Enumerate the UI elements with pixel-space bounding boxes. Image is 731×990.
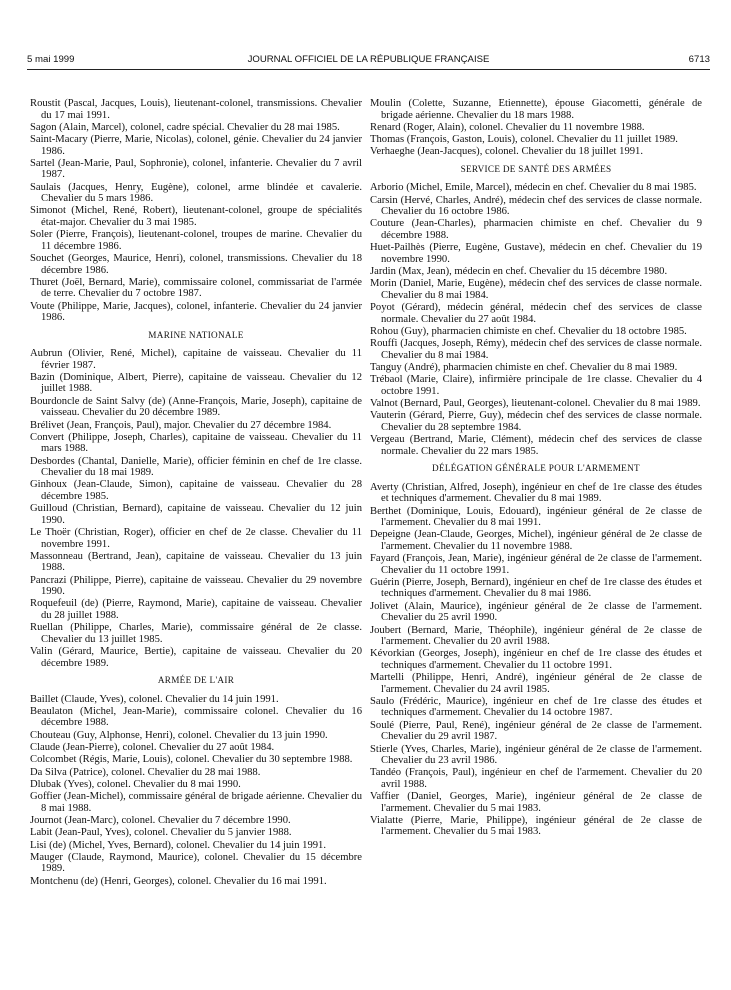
decoration-entry: Tandéo (François, Paul), ingénieur en chef de l'armement. Chevalier du 20 avril 1988.: [370, 767, 702, 790]
page-header: [27, 54, 710, 67]
decoration-entry: Lisi (de) (Michel, Yves, Bernard), colonel. Chevalier du 14 juin 1991.: [30, 839, 326, 851]
decoration-entry: Simonot (Michel, René, Robert), lieutenant-colonel, groupe de spécialités état-major. Chevalier du 3 mai 1985.: [30, 205, 362, 228]
decoration-entry: Claude (Jean-Pierre), colonel. Chevalier du 27 août 1984.: [30, 741, 275, 753]
decoration-entry: Valnot (Bernard, Paul, Georges), lieutenant-colonel. Chevalier du 8 mai 1989.: [370, 398, 701, 410]
decoration-entry: Carsin (Hervé, Charles, André), médecin chef des services de classe normale. Chevalier du 16 octobre 1986.: [370, 194, 702, 218]
decoration-entry: Convert (Philippe, Joseph, Charles), capitaine de vaisseau. Chevalier du 11 mars 1988.: [30, 431, 362, 455]
decoration-entry: Verhaeghe (Jean-Jacques), colonel. Chevalier du 18 juillet 1991.: [370, 146, 643, 158]
decoration-entry: Saulo (Frédéric, Maurice), ingénieur en chef de 1re classe des études et techniques d'armement. Chevalier du 14 octobre 1987.: [370, 695, 702, 719]
decoration-entry: Moulin (Colette, Suzanne, Etiennette), épouse Giacometti, générale de brigade aérienne. Chevalier du 18 mars 1988.: [370, 98, 702, 121]
decoration-entry: Brélivet (Jean, François, Paul), major. Chevalier du 27 décembre 1984.: [30, 419, 332, 431]
decoration-entry: Renard (Roger, Alain), colonel. Chevalier du 11 novembre 1988.: [370, 121, 645, 133]
decoration-entry: Martelli (Philippe, Henri, André), ingénieur général de 2e classe de l'armement. Chevalier du 24 avril 1985.: [370, 672, 702, 695]
decoration-entry: Roquefeuil (de) (Pierre, Raymond, Marie), capitaine de vaisseau. Chevalier du 28 juillet 1988.: [30, 598, 362, 621]
decoration-entry: Sartel (Jean-Marie, Paul, Sophronie), colonel, infanterie. Chevalier du 7 avril 1987.: [30, 157, 362, 181]
decoration-entry: Goffier (Jean-Michel), commissaire général de brigade aérienne. Chevalier du 8 mai 1988.: [30, 791, 362, 814]
decoration-entry: Stierle (Yves, Charles, Marie), ingénieur général de 2e classe de l'armement. Chevalier du 23 avril 1986.: [370, 743, 702, 767]
decoration-entry: Dlubak (Yves), colonel. Chevalier du 8 mai 1990.: [30, 778, 241, 790]
decoration-entry: Thomas (François, Gaston, Louis), colonel. Chevalier du 11 juillet 1989.: [370, 134, 678, 146]
decoration-entry: Da Silva (Patrice), colonel. Chevalier du 28 mai 1988.: [30, 766, 261, 778]
decoration-entry: Rouffi (Jacques, Joseph, Rémy), médecin chef des services de classe normale. Chevalier du 8 mai 1984.: [370, 338, 702, 361]
decoration-entry: Morin (Daniel, Marie, Eugène), médecin chef des services de classe normale. Chevalier du 8 mai 1984.: [370, 278, 702, 301]
section-heading: DÉLÉGATION GÉNÉRALE POUR L'ARMEMENT: [432, 463, 640, 474]
decoration-entry: Le Thoër (Christian, Roger), officier en chef de 2e classe. Chevalier du 11 novembre 1991.: [30, 527, 362, 550]
section-heading: SERVICE DE SANTÉ DES ARMÉES: [460, 163, 612, 174]
decoration-entry: Vialatte (Pierre, Marie, Philippe), ingénieur général de 2e classe de l'armement. Chevalier du 5 mai 1983.: [370, 814, 702, 838]
left-column: [30, 98, 362, 888]
decoration-entry: Beaulaton (Michel, Jean-Marie), commissaire colonel. Chevalier du 16 décembre 1988.: [30, 705, 362, 729]
page-number: 6713: [688, 54, 710, 65]
decoration-entry: Huet-Pailhès (Pierre, Eugène, Gustave), médecin en chef. Chevalier du 19 novembre 1990.: [370, 242, 702, 265]
decoration-entry: Desbordes (Chantal, Danielle, Marie), officier féminin en chef de 1re classe. Chevalier du 18 mai 1989.: [30, 455, 362, 479]
decoration-entry: Saint-Macary (Pierre, Marie, Nicolas), colonel, génie. Chevalier du 24 janvier 1986.: [30, 134, 362, 157]
decoration-entry: Fayard (François, Jean, Marie), ingénieur général de 2e classe de l'armement. Chevalier du 11 octobre 1991.: [370, 553, 702, 576]
decoration-entry: Couture (Jean-Charles), pharmacien chimiste en chef. Chevalier du 9 décembre 1988.: [370, 218, 702, 241]
decoration-entry: Rohou (Guy), pharmacien chimiste en chef. Chevalier du 18 octobre 1985.: [370, 325, 687, 337]
decoration-entry: Journot (Jean-Marc), colonel. Chevalier du 7 décembre 1990.: [30, 814, 291, 826]
decoration-entry: Soler (Pierre, François), lieutenant-colonel, troupes de marine. Chevalier du 11 décembre 1986.: [30, 229, 362, 252]
decoration-entry: Depeigne (Jean-Claude, Georges, Michel), ingénieur général de 2e classe de l'armement. Chevalier du 11 novembre 1988.: [370, 529, 702, 552]
decoration-entry: Mauger (Claude, Raymond, Maurice), colonel. Chevalier du 15 décembre 1989.: [30, 851, 362, 875]
decoration-entry: Trébaol (Marie, Claire), infirmière principale de 1re classe. Chevalier du 4 octobre 1991.: [370, 374, 702, 397]
decoration-entry: Guilloud (Christian, Bernard), capitaine de vaisseau. Chevalier du 12 juin 1990.: [30, 503, 362, 526]
section-heading: MARINE NATIONALE: [148, 329, 244, 340]
decoration-entry: Bazin (Dominique, Albert, Pierre), capitaine de vaisseau. Chevalier du 12 juillet 1988.: [30, 371, 362, 395]
decoration-entry: Vauterin (Gérard, Pierre, Guy), médecin chef des services de classe normale. Chevalier du 28 septembre 1984.: [370, 410, 702, 433]
decoration-entry: Jardin (Max, Jean), médecin en chef. Chevalier du 15 décembre 1980.: [370, 266, 668, 278]
decoration-entry: Jolivet (Alain, Maurice), ingénieur général de 2e classe de l'armement. Chevalier du 25 avril 1990.: [370, 600, 702, 624]
decoration-entry: Bourdoncle de Saint Salvy (de) (Anne-François, Marie, Joseph), capitaine de vaisseau. Chevalier du 20 décembre 1989.: [30, 395, 362, 419]
decoration-entry: Thuret (Joël, Bernard, Marie), commissaire colonel, commissariat de l'armée de terre. Chevalier du 7 octobre 1987.: [30, 276, 362, 300]
decoration-entry: Pancrazi (Philippe, Pierre), capitaine de vaisseau. Chevalier du 29 novembre 1990.: [30, 574, 362, 598]
decoration-entry: Joubert (Bernard, Marie, Théophile), ingénieur général de 2e classe de l'armement. Chevalier du 20 avril 1988.: [370, 624, 702, 648]
decoration-entry: Averty (Christian, Alfred, Joseph), ingénieur en chef de 1re classe des études et techniques d'armement. Chevalier du 8 mai 1989.: [370, 481, 702, 505]
decoration-entry: Tanguy (André), pharmacien chimiste en chef. Chevalier du 8 mai 1989.: [370, 362, 678, 374]
decoration-entry: Guérin (Pierre, Joseph, Bernard), ingénieur en chef de 1re classe des études et techniques d'armement. Chevalier du 8 mai 1986.: [370, 576, 702, 600]
decoration-entry: Souchet (Georges, Maurice, Henri), colonel, transmissions. Chevalier du 18 décembre 1986.: [30, 253, 362, 276]
decoration-entry: Poyot (Gérard), médecin général, médecin chef des services de classe normale. Chevalier du 27 août 1984.: [370, 302, 702, 325]
decoration-entry: Kévorkian (Georges, Joseph), ingénieur en chef de 1re classe des études et techniques d'armement. Chevalier du 11 octobre 1991.: [370, 648, 702, 671]
decoration-entry: Saulais (Jacques, Henry, Eugène), colonel, arme blindée et cavalerie. Chevalier du 5 mars 1986.: [30, 181, 362, 205]
decoration-entry: Colcombet (Régis, Marie, Louis), colonel. Chevalier du 30 septembre 1988.: [30, 754, 353, 766]
decoration-entry: Montchenu (de) (Henri, Georges), colonel. Chevalier du 16 mai 1991.: [30, 875, 327, 887]
decoration-entry: Valin (Gérard, Maurice, Bertie), capitaine de vaisseau. Chevalier du 20 décembre 1989.: [30, 646, 362, 669]
decoration-entry: Ginhoux (Jean-Claude, Simon), capitaine de vaisseau. Chevalier du 28 décembre 1985.: [30, 479, 362, 502]
decoration-entry: Chouteau (Guy, Alphonse, Henri), colonel. Chevalier du 13 juin 1990.: [30, 729, 328, 741]
decoration-entry: Aubrun (Olivier, René, Michel), capitaine de vaisseau. Chevalier du 11 février 1987.: [30, 348, 362, 371]
decoration-entry: Roustit (Pascal, Jacques, Louis), lieutenant-colonel, transmissions. Chevalier du 17 mai 1991.: [30, 98, 362, 121]
decoration-entry: Soulé (Pierre, Paul, René), ingénieur général de 2e classe de l'armement. Chevalier du 29 avril 1987.: [370, 719, 702, 743]
section-heading: ARMÉE DE L'AIR: [157, 675, 235, 686]
decoration-entry: Baillet (Claude, Yves), colonel. Chevalier du 14 juin 1991.: [30, 693, 279, 705]
decoration-entry: Vergeau (Bertrand, Marie, Clément), médecin chef des services de classe normale. Chevalier du 22 mars 1985.: [370, 434, 702, 457]
journal-title: JOURNAL OFFICIEL DE LA RÉPUBLIQUE FRANÇAISE: [247, 54, 490, 65]
decoration-entry: Berthet (Dominique, Louis, Edouard), ingénieur général de 2e classe de l'armement. Chevalier du 8 mai 1991.: [370, 505, 702, 529]
decoration-entry: Ruellan (Philippe, Charles, Marie), commissaire général de 2e classe. Chevalier du 13 juillet 1985.: [30, 622, 362, 645]
decoration-entry: Voute (Philippe, Marie, Jacques), colonel, infanterie. Chevalier du 24 janvier 1986.: [30, 300, 362, 324]
decoration-entry: Labit (Jean-Paul, Yves), colonel. Chevalier du 5 janvier 1988.: [30, 827, 292, 839]
decoration-entry: Massonneau (Bertrand, Jean), capitaine de vaisseau. Chevalier du 13 juin 1988.: [30, 550, 362, 574]
decoration-entry: Arborio (Michel, Emile, Marcel), médecin en chef. Chevalier du 8 mai 1985.: [370, 182, 697, 194]
header-date: 5 mai 1999: [27, 54, 75, 65]
decoration-entry: Sagon (Alain, Marcel), colonel, cadre spécial. Chevalier du 28 mai 1985.: [30, 121, 340, 133]
right-column: [370, 98, 702, 839]
decoration-entry: Vaffier (Daniel, Georges, Marie), ingénieur général de 2e classe de l'armement. Chevalier du 5 mai 1983.: [370, 791, 702, 814]
header-rule: [27, 69, 710, 70]
